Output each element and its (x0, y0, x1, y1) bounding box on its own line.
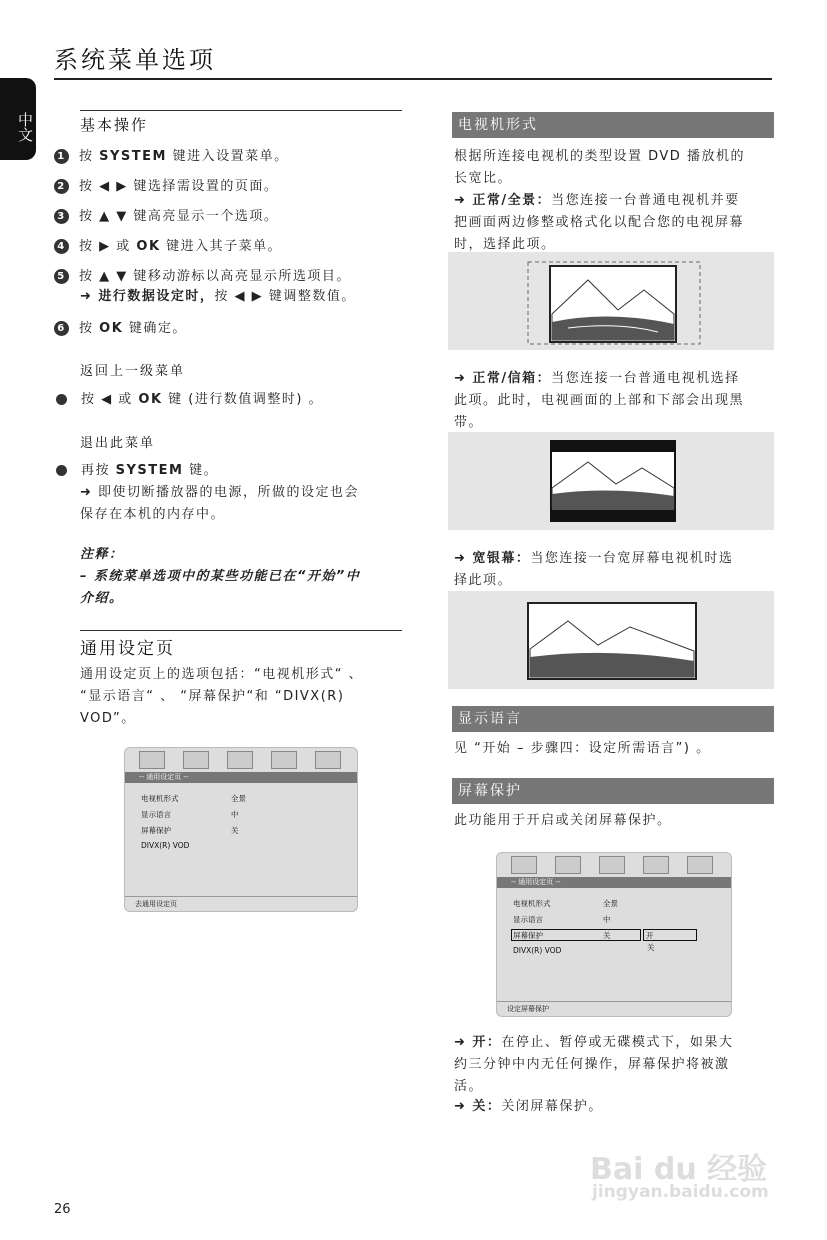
video-icon (271, 751, 297, 769)
exit-text: 再按 SYSTEM 键。 (54, 460, 218, 482)
step5-sub (80, 286, 356, 308)
screensaver-text: 此功能用于开启或关闭屏幕保护。 (454, 813, 672, 828)
widescreen-illustration (448, 591, 774, 689)
watermark-logo: Bai du 经验 (590, 1152, 768, 1187)
tv-o2-l3: 带。 (454, 415, 484, 430)
audio-icon (555, 856, 581, 874)
on-l2: 约三分钟中内无任何操作，屏幕保护将被激 (454, 1057, 730, 1072)
menu-row-label: DIVX(R) VOD (141, 841, 190, 850)
menu-icon-row (125, 748, 357, 772)
note-label: 注释： (80, 547, 124, 562)
menu-row-label: 电视机形式 (141, 794, 179, 803)
tv-o1-l2: 把画面两边修整或格式化以配合您的电视屏幕 (454, 215, 745, 230)
step-5: 5 按 ▲ ▼ 键移动游标以高亮显示所选项目。 (54, 266, 414, 286)
menu-row-label: DIVX(R) VOD (513, 946, 562, 955)
tv-o3-l2: 择此项。 (454, 573, 513, 588)
step-number: 5 (54, 269, 69, 284)
tv-p2: 长宽比。 (454, 171, 513, 186)
bullet (56, 465, 67, 476)
menu-row-value: 中 (603, 915, 611, 924)
tv-icon (511, 856, 537, 874)
on-text: ➜ 开：在停止、暂停或无碟模式下，如果大 (454, 1035, 734, 1050)
screensaver-heading: 屏幕保护 (452, 778, 774, 804)
step-2: 2 按 ◀ ▶ 键选择需设置的页面。 (54, 176, 414, 196)
menu-row-label: 显示语言 (141, 810, 171, 819)
tv-o3: ➜ 宽银幕：当您连接一台宽屏幕电视机时选 (454, 551, 734, 566)
step-1: 1 按 SYSTEM 键进入设置菜单。 (54, 146, 414, 166)
step5-sub-rest: 按 ◀ ▶ 键调整数值。 (214, 289, 356, 304)
language-text: 见 “开始 – 步骤四：设定所需语言”) 。 (454, 741, 711, 756)
on-l3: 活。 (454, 1079, 484, 1094)
landscape-image (448, 432, 774, 530)
bullet (56, 394, 67, 405)
exit-heading: 退出此菜单 (80, 436, 156, 451)
setup-menu-screenshot (124, 747, 358, 912)
exit-line2: ➜ 即使切断播放器的电源，所做的设定也会 (80, 485, 360, 500)
letterbox-illustration (448, 432, 774, 530)
general-heading: 通用设定页 (80, 639, 175, 659)
disc-icon (227, 751, 253, 769)
language-heading: 显示语言 (452, 706, 774, 732)
tv-o1-l3: 时，选择此项。 (454, 237, 556, 252)
back-text: 按 ◀ 或 OK 键 (进行数值调整时) 。 (54, 389, 323, 411)
general-line1: 通用设定页上的选项包括：“电视机形式“ 、 (80, 667, 364, 682)
setup-menu-screenshot (496, 852, 732, 1017)
tv-p1: 根据所连接电视机的类型设置 DVD 播放机的 (454, 149, 745, 164)
lock-icon (687, 856, 713, 874)
menu-row-value: 中 (231, 810, 239, 819)
tv-o1: ➜ 正常/全景：当您连接一台普通电视机并要 (454, 193, 740, 208)
menu-row-value: 关 (603, 931, 611, 940)
step-3: 3 按 ▲ ▼ 键高亮显示一个选项。 (54, 206, 414, 226)
menu-icon-row (497, 853, 731, 877)
menu-row-value: 关 (231, 826, 239, 835)
page-number: 26 (54, 1202, 71, 1217)
menu-row-label: 屏幕保护 (513, 931, 543, 940)
step5-sub-bold: ➜ 进行数据设定时， (80, 289, 215, 304)
menu-row-label: 显示语言 (513, 915, 543, 924)
section-rule (80, 110, 402, 111)
step-number: 4 (54, 239, 69, 254)
menu-row-value: 全景 (603, 899, 618, 908)
audio-icon (183, 751, 209, 769)
exit-line3: 保存在本机的内存中。 (80, 507, 226, 522)
menu-footer: 去通用设定页 (125, 896, 357, 911)
tv-o2-l2: 此项。此时，电视画面的上部和下部会出现黑 (454, 393, 745, 408)
tv-o2: ➜ 正常/信箱：当您连接一台普通电视机选择 (454, 371, 740, 386)
step-number: 1 (54, 149, 69, 164)
section-rule (80, 630, 402, 631)
back-heading: 返回上一级菜单 (80, 364, 186, 379)
video-icon (643, 856, 669, 874)
step-number: 3 (54, 209, 69, 224)
menu-row-value: 全景 (231, 794, 246, 803)
step-number: 2 (54, 179, 69, 194)
step-4: 4 按 ▶ 或 OK 键进入其子菜单。 (54, 236, 414, 256)
note-line2: 介绍。 (80, 591, 124, 606)
menu-band: -- 通用设定页 -- (125, 772, 357, 783)
watermark-url: jingyan.baidu.com (592, 1182, 769, 1202)
tv-icon (139, 751, 165, 769)
landscape-image (448, 591, 774, 689)
menu-row-label: 屏幕保护 (141, 826, 171, 835)
disc-icon (599, 856, 625, 874)
step-number: 6 (54, 321, 69, 336)
lock-icon (315, 751, 341, 769)
general-line3: VOD”。 (80, 711, 136, 726)
general-line2: “显示语言“ 、 “屏幕保护“和 “DIVX(R) (80, 689, 345, 704)
menu-band: -- 通用设定页 -- (497, 877, 731, 888)
basic-heading: 基本操作 (80, 116, 149, 134)
step-6: 6 按 OK 键确定。 (54, 318, 414, 338)
panscan-illustration (448, 252, 774, 350)
option-off: 关 (647, 943, 655, 952)
off-text: ➜ 关：关闭屏幕保护。 (454, 1099, 603, 1114)
page-title: 系统菜单选项 (54, 46, 216, 74)
title-rule (54, 78, 772, 80)
tv-format-heading: 电视机形式 (452, 112, 774, 138)
menu-footer: 设定屏幕保护 (497, 1001, 731, 1016)
language-tab: 中文 (0, 78, 36, 160)
menu-row-label: 电视机形式 (513, 899, 551, 908)
landscape-image (448, 252, 774, 350)
note-line1: – 系统菜单选项中的某些功能已在“开始”中 (80, 569, 361, 584)
option-on: 开 (643, 929, 697, 941)
